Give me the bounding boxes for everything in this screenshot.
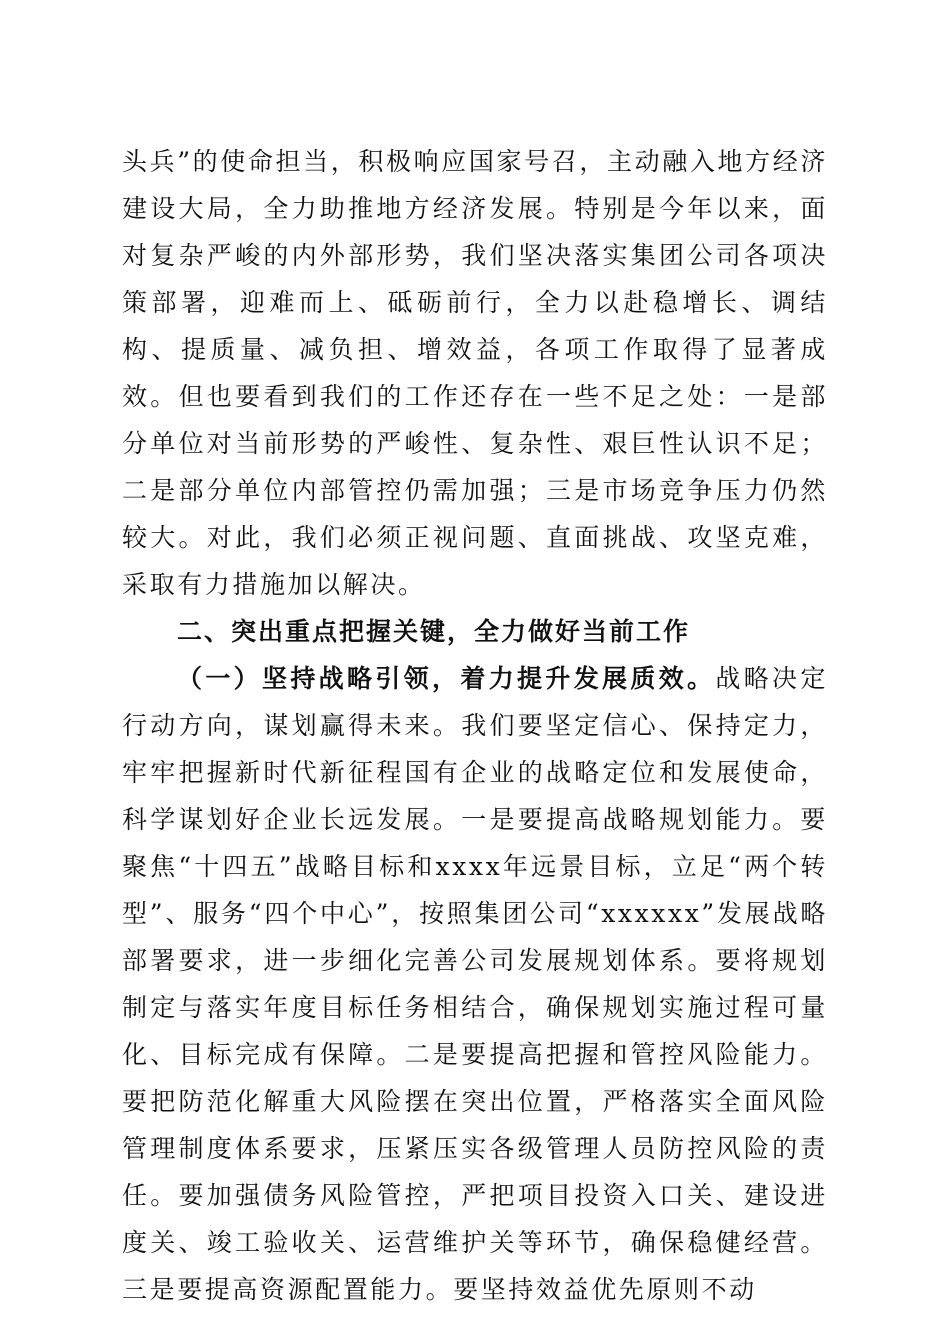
body-paragraph [122, 655, 828, 1313]
subsection-heading: （一）坚持战略引领，着力提升发展质效。 [177, 664, 716, 693]
body-paragraph: 头兵”的使命担当，积极响应国家号召，主动融入地方经济建设大局，全力助推地方经济发展。特别是今年以来，面对复杂严峻的内外部形势，我们坚决落实集团公司各项决策部署，迎难而上、砥砺前行，全力以赴稳增长、调结构、提质量、减负担、增效益，各项工作取得了显著成效。但也要看到我们的工作还存在一些不足之处：一是部分单位对当前形势的严峻性、复杂性、艰巨性认识不足；二是部分单位内部管控仍需加强；三是市场竞争压力仍然较大。对此，我们必须正视问题、直面挑战、攻坚克难，采取有力措施加以解决。 [122, 147, 828, 599]
document-body [122, 138, 828, 1313]
section-heading: 二、突出重点把握关键，全力做好当前工作 [177, 617, 691, 646]
paragraph-text: 战略决定行动方向，谋划赢得未来。我们要坚定信心、保持定力，牢牢把握新时代新征程国有企业的战略定位和发展使命，科学谋划好企业长远发展。一是要提高战略规划能力。要聚焦“十四五”战略目标和xxxx年远景目标，立足“两个转型”、服务“四个中心”，按照集团公司“xxxxxx”发展战略部署要求，进一步细化完善公司发展规划体系。要将规划制定与落实年度目标任务相结合，确保规划实施过程可量化、目标完成有保障。二是要提高把握和管控风险能力。要把防范化解重大风险摆在突出位置，严格落实全面风险管理制度体系要求，压紧压实各级管理人员防控风险的责任。要加强债务风险管控，严把项目投资入口关、建设进度关、竣工验收关、运营维护关等环节，确保稳健经营。三是要提高资源配置能力。要坚持效益优先原则不动 [122, 664, 828, 1304]
